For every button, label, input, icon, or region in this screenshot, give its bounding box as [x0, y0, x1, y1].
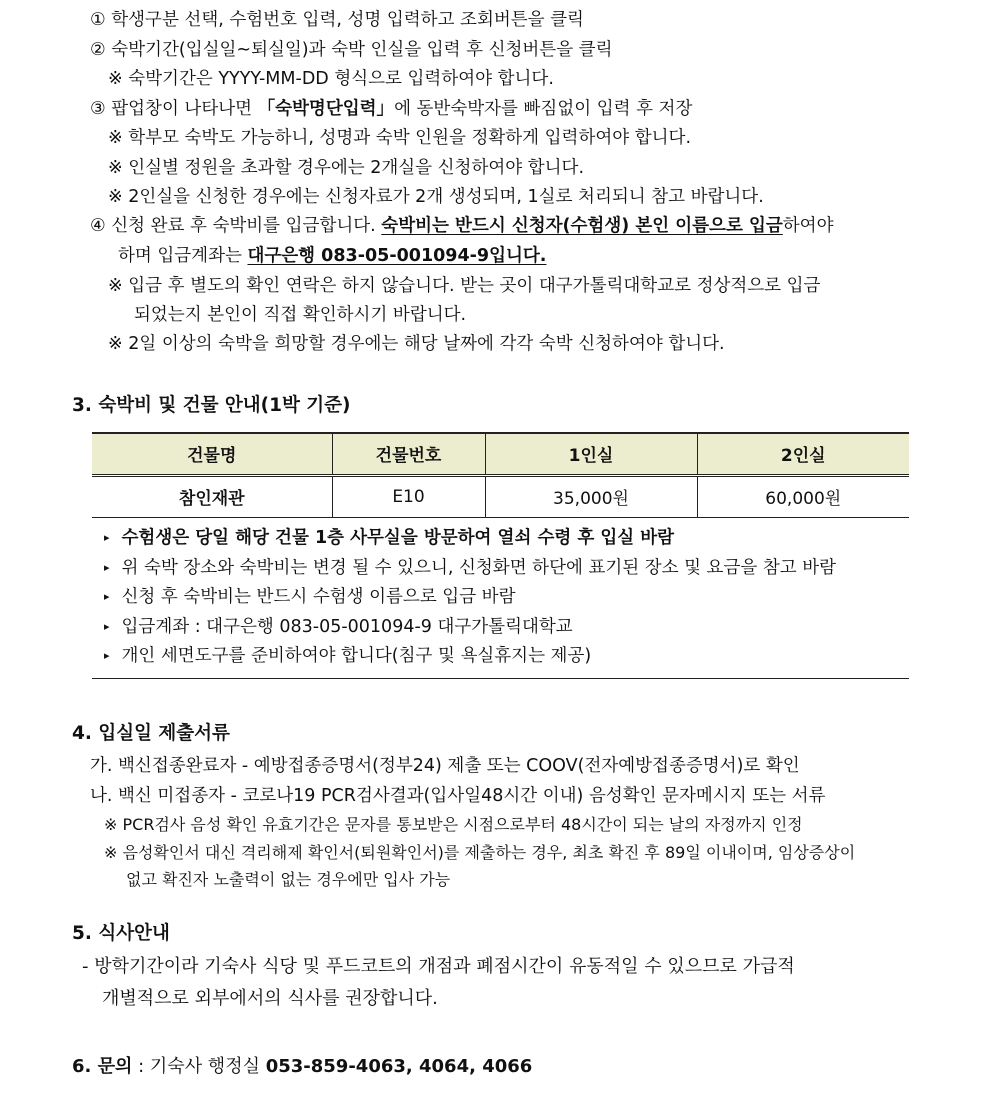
fee-table-header [92, 433, 909, 475]
header-building-number: 건물번호 [332, 433, 485, 475]
isolation-note: ※ 음성확인서 대신 격리해제 확인서(퇴원확인서)를 제출하는 경우, 최초 확진 후 89일 이내이며, 임상증상이 [104, 843, 856, 862]
step-4: ④ 신청 완료 후 숙박비를 입금합니다. 숙박비는 반드시 신청자(수험생) 본인 이름으로 입금하여야 [90, 216, 834, 236]
step-4-note-1-cont: 되었는지 본인이 직접 확인하시기 바랍니다. [134, 305, 467, 325]
meal-info-line-1: - 방학기간이라 기숙사 식당 및 푸드코트의 개점과 폐점시간이 유동적일 수 있으므로 가급적 [82, 956, 795, 977]
cell-building-name: 참인재관 [92, 475, 332, 517]
bullet-icon: ▸ [104, 561, 110, 574]
list-item: ▸ 수험생은 당일 해당 건물 1층 사무실을 방문하여 열쇠 수령 후 입실 바람 [104, 528, 675, 548]
list-item: ▸ 위 숙박 장소와 숙박비는 변경 될 수 있으니, 신청화면 하단에 표기된 장소 및 요금을 참고 바람 [104, 558, 837, 578]
step-2-note: ※ 숙박기간은 YYYY-MM-DD 형식으로 입력하여야 합니다. [108, 69, 554, 89]
section-4-title: 4. 입실일 제출서류 [72, 723, 230, 744]
cell-building-number: E10 [332, 475, 485, 517]
isolation-note-cont: 없고 확진자 노출력이 없는 경우에만 입사 가능 [126, 870, 451, 889]
list-item: ▸ 입금계좌 : 대구은행 083-05-001094-9 대구가톨릭대학교 [104, 617, 573, 637]
step-3: ③ 팝업창이 나타나면 「숙박명단입력」에 동반숙박자를 빠짐없이 입력 후 저장 [90, 99, 693, 119]
meal-info-line-2: 개별적으로 외부에서의 식사를 권장합니다. [102, 988, 438, 1009]
fee-notes [92, 520, 909, 679]
bank-account-emphasis: 대구은행 083-05-001094-9입니다. [247, 246, 547, 266]
section-5-title: 5. 식사안내 [72, 923, 170, 944]
bullet-icon: ▸ [104, 531, 110, 544]
contact-line: 6. 문의 : 기숙사 행정실 053-859-4063, 4064, 4066 [72, 1056, 533, 1077]
bullet-icon: ▸ [104, 620, 110, 633]
pcr-note: ※ PCR검사 음성 확인 유효기간은 문자를 통보받은 시점으로부터 48시간이 되는 날의 자정까지 인정 [104, 815, 803, 834]
contact-office: 기숙사 행정실 [149, 1056, 266, 1077]
cell-double-price: 60,000원 [697, 475, 909, 517]
step-4-account: 하며 입금계좌는 대구은행 083-05-001094-9입니다. [118, 246, 547, 266]
header-double-room: 2인실 [697, 433, 909, 475]
header-building-name: 건물명 [92, 433, 332, 475]
step-3-note-2: ※ 인실별 정원을 초과할 경우에는 2개실을 신청하여야 합니다. [108, 158, 585, 178]
contact-label: 6. 문의 [72, 1056, 133, 1077]
unvaccinated-docs: 나. 백신 미접종자 - 코로나19 PCR검사결과(입사일48시간 이내) 음성확인 문자메시지 또는 서류 [90, 786, 826, 806]
bullet-icon: ▸ [104, 590, 110, 603]
contact-phones: 053-859-4063, 4064, 4066 [265, 1056, 533, 1077]
list-item: ▸ 신청 후 숙박비는 반드시 수험생 이름으로 입금 바람 [104, 587, 516, 607]
fee-table [92, 432, 909, 518]
payment-name-emphasis: 숙박비는 반드시 신청자(수험생) 본인 이름으로 입금 [381, 216, 783, 236]
table-row [92, 475, 909, 517]
step-4-note-2: ※ 2일 이상의 숙박을 희망할 경우에는 해당 날짜에 각각 숙박 신청하여야 합니다. [108, 334, 725, 354]
header-single-room: 1인실 [485, 433, 697, 475]
step-3-note-3: ※ 2인실을 신청한 경우에는 신청자료가 2개 생성되며, 1실로 처리되니 참고 바랍니다. [108, 187, 764, 207]
vaccinated-docs: 가. 백신접종완료자 - 예방접종증명서(정부24) 제출 또는 COOV(전자예방접종증명서)로 확인 [90, 756, 800, 776]
step-3-note-1: ※ 학부모 숙박도 가능하니, 성명과 숙박 인원을 정확하게 입력하여야 합니다. [108, 128, 692, 148]
section-3-title: 3. 숙박비 및 건물 안내(1박 기준) [72, 395, 351, 416]
step-4-note-1: ※ 입금 후 별도의 확인 연락은 하지 않습니다. 받는 곳이 대구가톨릭대학교로 정상적으로 입금 [108, 276, 821, 296]
cell-single-price: 35,000원 [485, 475, 697, 517]
list-item: ▸ 개인 세면도구를 준비하여야 합니다(침구 및 욕실휴지는 제공) [104, 646, 592, 666]
step-2: ② 숙박기간(입실일~퇴실일)과 숙박 인실을 입력 후 신청버튼을 클릭 [90, 40, 613, 60]
step-1: ① 학생구분 선택, 수험번호 입력, 성명 입력하고 조회버튼을 클릭 [90, 10, 584, 30]
bullet-icon: ▸ [104, 649, 110, 662]
popup-name-highlight: 「숙박명단입력」 [257, 99, 395, 119]
